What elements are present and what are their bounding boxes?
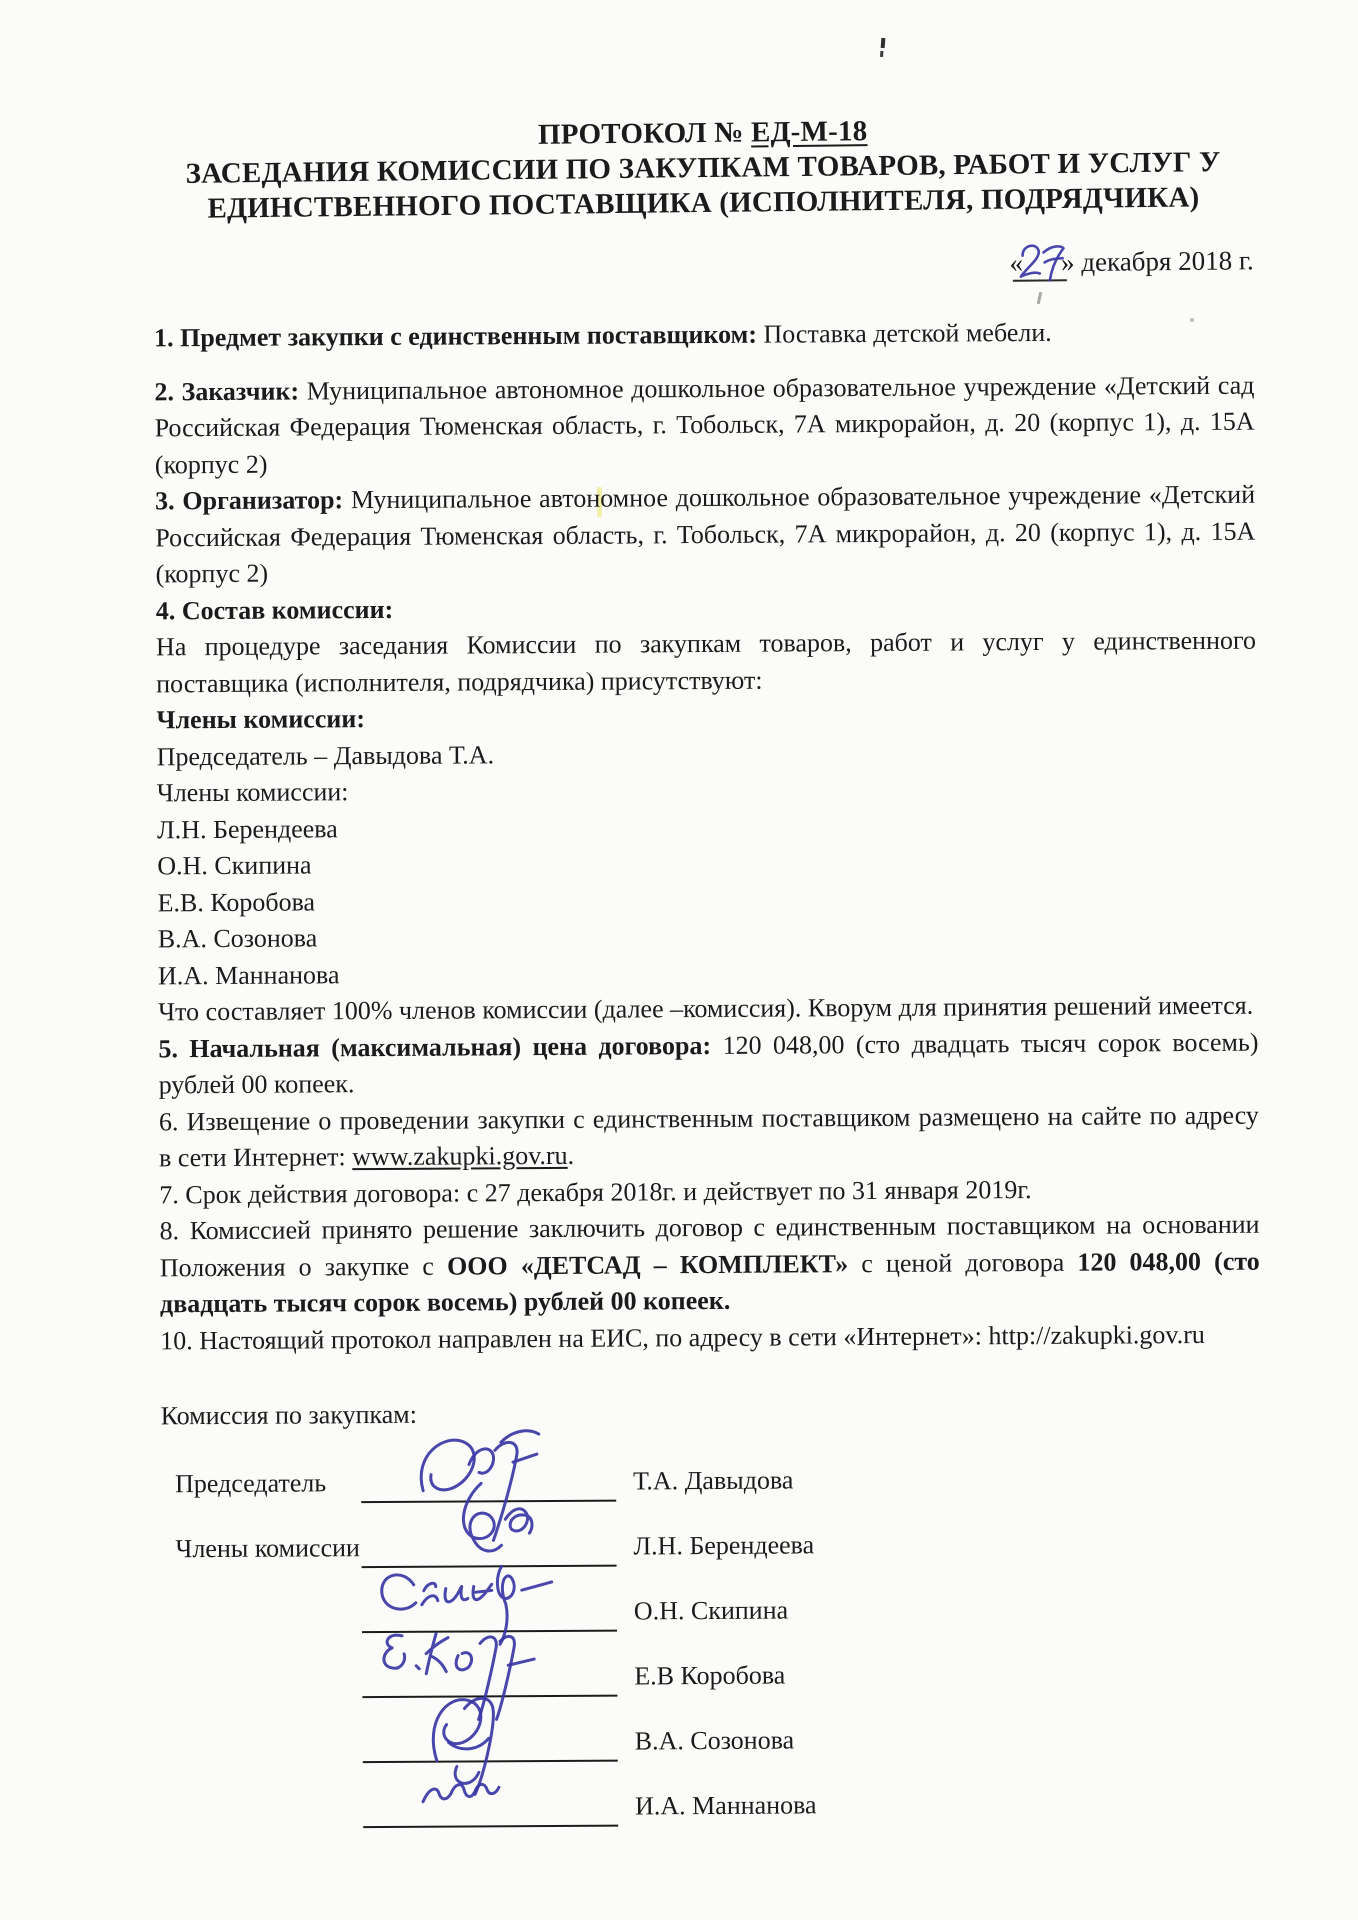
text-segment: И.А. Маннанова xyxy=(157,959,340,990)
body-paragraphs xyxy=(154,314,1260,1360)
paragraph-line xyxy=(160,1243,1260,1286)
signature-row-korobova xyxy=(162,1636,1262,1708)
text-segment: Члены комиссии: xyxy=(156,777,349,808)
handwritten-day-ink xyxy=(1015,239,1065,286)
text-segment: (корпус 2) xyxy=(155,558,269,589)
signature-ink-mannanova xyxy=(363,1737,619,1849)
paragraph-line xyxy=(158,988,1258,1031)
text-segment: 3. Организатор: xyxy=(155,485,344,516)
paragraph-1 xyxy=(154,314,1254,357)
paragraph-line xyxy=(155,513,1255,556)
paragraph-line xyxy=(156,623,1256,666)
text-segment: 5. Начальная (максимальная) цена договора: xyxy=(158,1030,712,1063)
paragraph-line xyxy=(159,1207,1259,1250)
paragraph-line xyxy=(160,1316,1260,1359)
document-content xyxy=(153,113,1263,1838)
signature-row-berendeeva xyxy=(161,1506,1261,1578)
paragraph-3 xyxy=(155,477,1256,593)
document-date xyxy=(153,237,1253,291)
text-segment: Е.В. Коробова xyxy=(157,886,316,917)
text-segment: в сети Интернет: xyxy=(159,1142,353,1173)
text-segment: Л.Н. Берендеева xyxy=(157,813,338,844)
signer-name: В.А. Созонова xyxy=(634,1725,795,1756)
paragraph-line xyxy=(155,477,1255,520)
text-segment: . xyxy=(567,1140,575,1170)
text-segment: с ценой договора xyxy=(848,1247,1078,1278)
text-segment: 120 048,00 (сто xyxy=(1077,1246,1260,1277)
scan-artifact-mark xyxy=(881,38,886,48)
paragraph-2 xyxy=(154,367,1255,483)
text-segment: На процедуре заседания Комиссии по закупкам товаров, работ и услуг у единственного xyxy=(155,625,1257,662)
signature-role-label: Председатель xyxy=(175,1468,327,1499)
paragraph-line xyxy=(159,1097,1259,1140)
url-text: www.zakupki.gov.ru xyxy=(352,1140,568,1172)
text-segment: Российская Федерация Тюменская область, г. Тобольск, 7А микрорайон, д. 20 (корпус 1), д. 15А xyxy=(155,516,1256,552)
signature-role-label: Члены комиссии xyxy=(175,1533,360,1564)
signature-line xyxy=(363,1825,618,1829)
signature-row-mannanova xyxy=(163,1766,1263,1838)
paragraph-line xyxy=(154,314,1254,357)
date-suffix: » декабря 2018 г. xyxy=(1060,245,1254,278)
signer-name: И.А. Маннанова xyxy=(634,1790,817,1821)
paragraph-line xyxy=(158,1024,1258,1067)
text-segment: 7. Срок действия договора: с 27 декабря 2018г. и действует по 31 января 2019г. xyxy=(159,1174,1032,1209)
text-segment: Поставка детской мебели. xyxy=(756,317,1052,349)
signature-row-skipina xyxy=(162,1571,1262,1643)
paragraph-line xyxy=(155,404,1255,447)
text-segment: Муниципальное автономное дошкольное образовательное учреждение «Детский xyxy=(343,479,1256,515)
signer-name: О.Н. Скипина xyxy=(633,1595,789,1626)
text-segment: Российская Федерация Тюменская область, г. Тобольск, 7А микрорайон, д. 20 (корпус 1), д. 15А xyxy=(154,406,1255,443)
signer-name: Л.Н. Берендеева xyxy=(633,1530,815,1561)
text-segment: Муниципальное автономное дошкольное образовательное учреждение «Детский сад xyxy=(299,370,1255,405)
text-segment: (корпус 2) xyxy=(154,449,268,479)
text-segment: Председатель – Давыдова Т.А. xyxy=(156,739,495,771)
handwritten-day-27 xyxy=(1013,239,1067,282)
title-line-2: ЗАСЕДАНИЯ КОМИССИИ ПО ЗАКУПКАМ ТОВАРОВ, РАБОТ И УСЛУГ У xyxy=(185,146,1221,190)
signature-rows xyxy=(161,1441,1263,1838)
signature-row-davydova xyxy=(161,1441,1261,1513)
text-segment: 1. Предмет закупки с единственным поставщиком: xyxy=(154,319,758,353)
text-segment: ООО «ДЕТСАД – КОМПЛЕКТ» xyxy=(446,1248,849,1281)
signer-name: Е.В Коробова xyxy=(634,1660,786,1691)
signature-section-heading: Комиссия по закупкам: xyxy=(160,1399,418,1431)
signer-name: Т.А. Давыдова xyxy=(633,1465,794,1496)
document-title xyxy=(153,110,1254,227)
title-line-3: ЕДИНСТВЕННОГО ПОСТАВЩИКА (ИСПОЛНИТЕЛЯ, ПОДРЯДЧИКА) xyxy=(207,181,1200,225)
paragraph-6 xyxy=(159,1097,1259,1177)
text-segment: 120 048,00 (сто двадцать тысяч сорок восемь) xyxy=(711,1027,1259,1060)
paragraph-5 xyxy=(158,1024,1258,1104)
text-segment: Члены комиссии: xyxy=(156,704,366,735)
text-segment: О.Н. Скипина xyxy=(157,850,312,881)
title-prefix: ПРОТОКОЛ № xyxy=(537,116,752,151)
text-segment: Положения о закупке с xyxy=(159,1251,448,1282)
text-segment: В.А. Созонова xyxy=(157,923,318,954)
date-open-quote: « xyxy=(1009,247,1024,278)
text-segment: 10. Настоящий протокол направлен на ЕИС, по адресу в сети «Интернет»: http://zakupki.gov.ru xyxy=(160,1319,1205,1355)
text-segment: рублей 00 копеек. xyxy=(158,1069,355,1100)
signature-row-sozonova xyxy=(162,1701,1262,1773)
text-segment: 8. Комиссией принято решение заключить договор с единственным поставщиком на основании xyxy=(159,1209,1260,1246)
text-segment: двадцать тысяч сорок восемь) рублей 00 копеек. xyxy=(159,1285,731,1319)
paragraph-9 xyxy=(160,1316,1260,1359)
text-segment: поставщика (исполнителя, подрядчика) присутствуют: xyxy=(156,665,763,698)
paragraph-4 xyxy=(156,586,1259,1031)
text-segment: 6. Извещение о проведении закупки с единственным поставщиком размещено на сайте по адресу xyxy=(158,1100,1259,1136)
text-segment: 2. Заказчик: xyxy=(154,375,300,406)
protocol-number: ЕД-М-18 xyxy=(750,115,868,149)
text-segment: 4. Состав комиссии: xyxy=(155,594,394,625)
paragraph-8 xyxy=(159,1207,1260,1323)
text-segment: Что составляет 100% членов комиссии (далее –комиссия). Кворум для принятия решений имеется. xyxy=(158,990,1254,1027)
